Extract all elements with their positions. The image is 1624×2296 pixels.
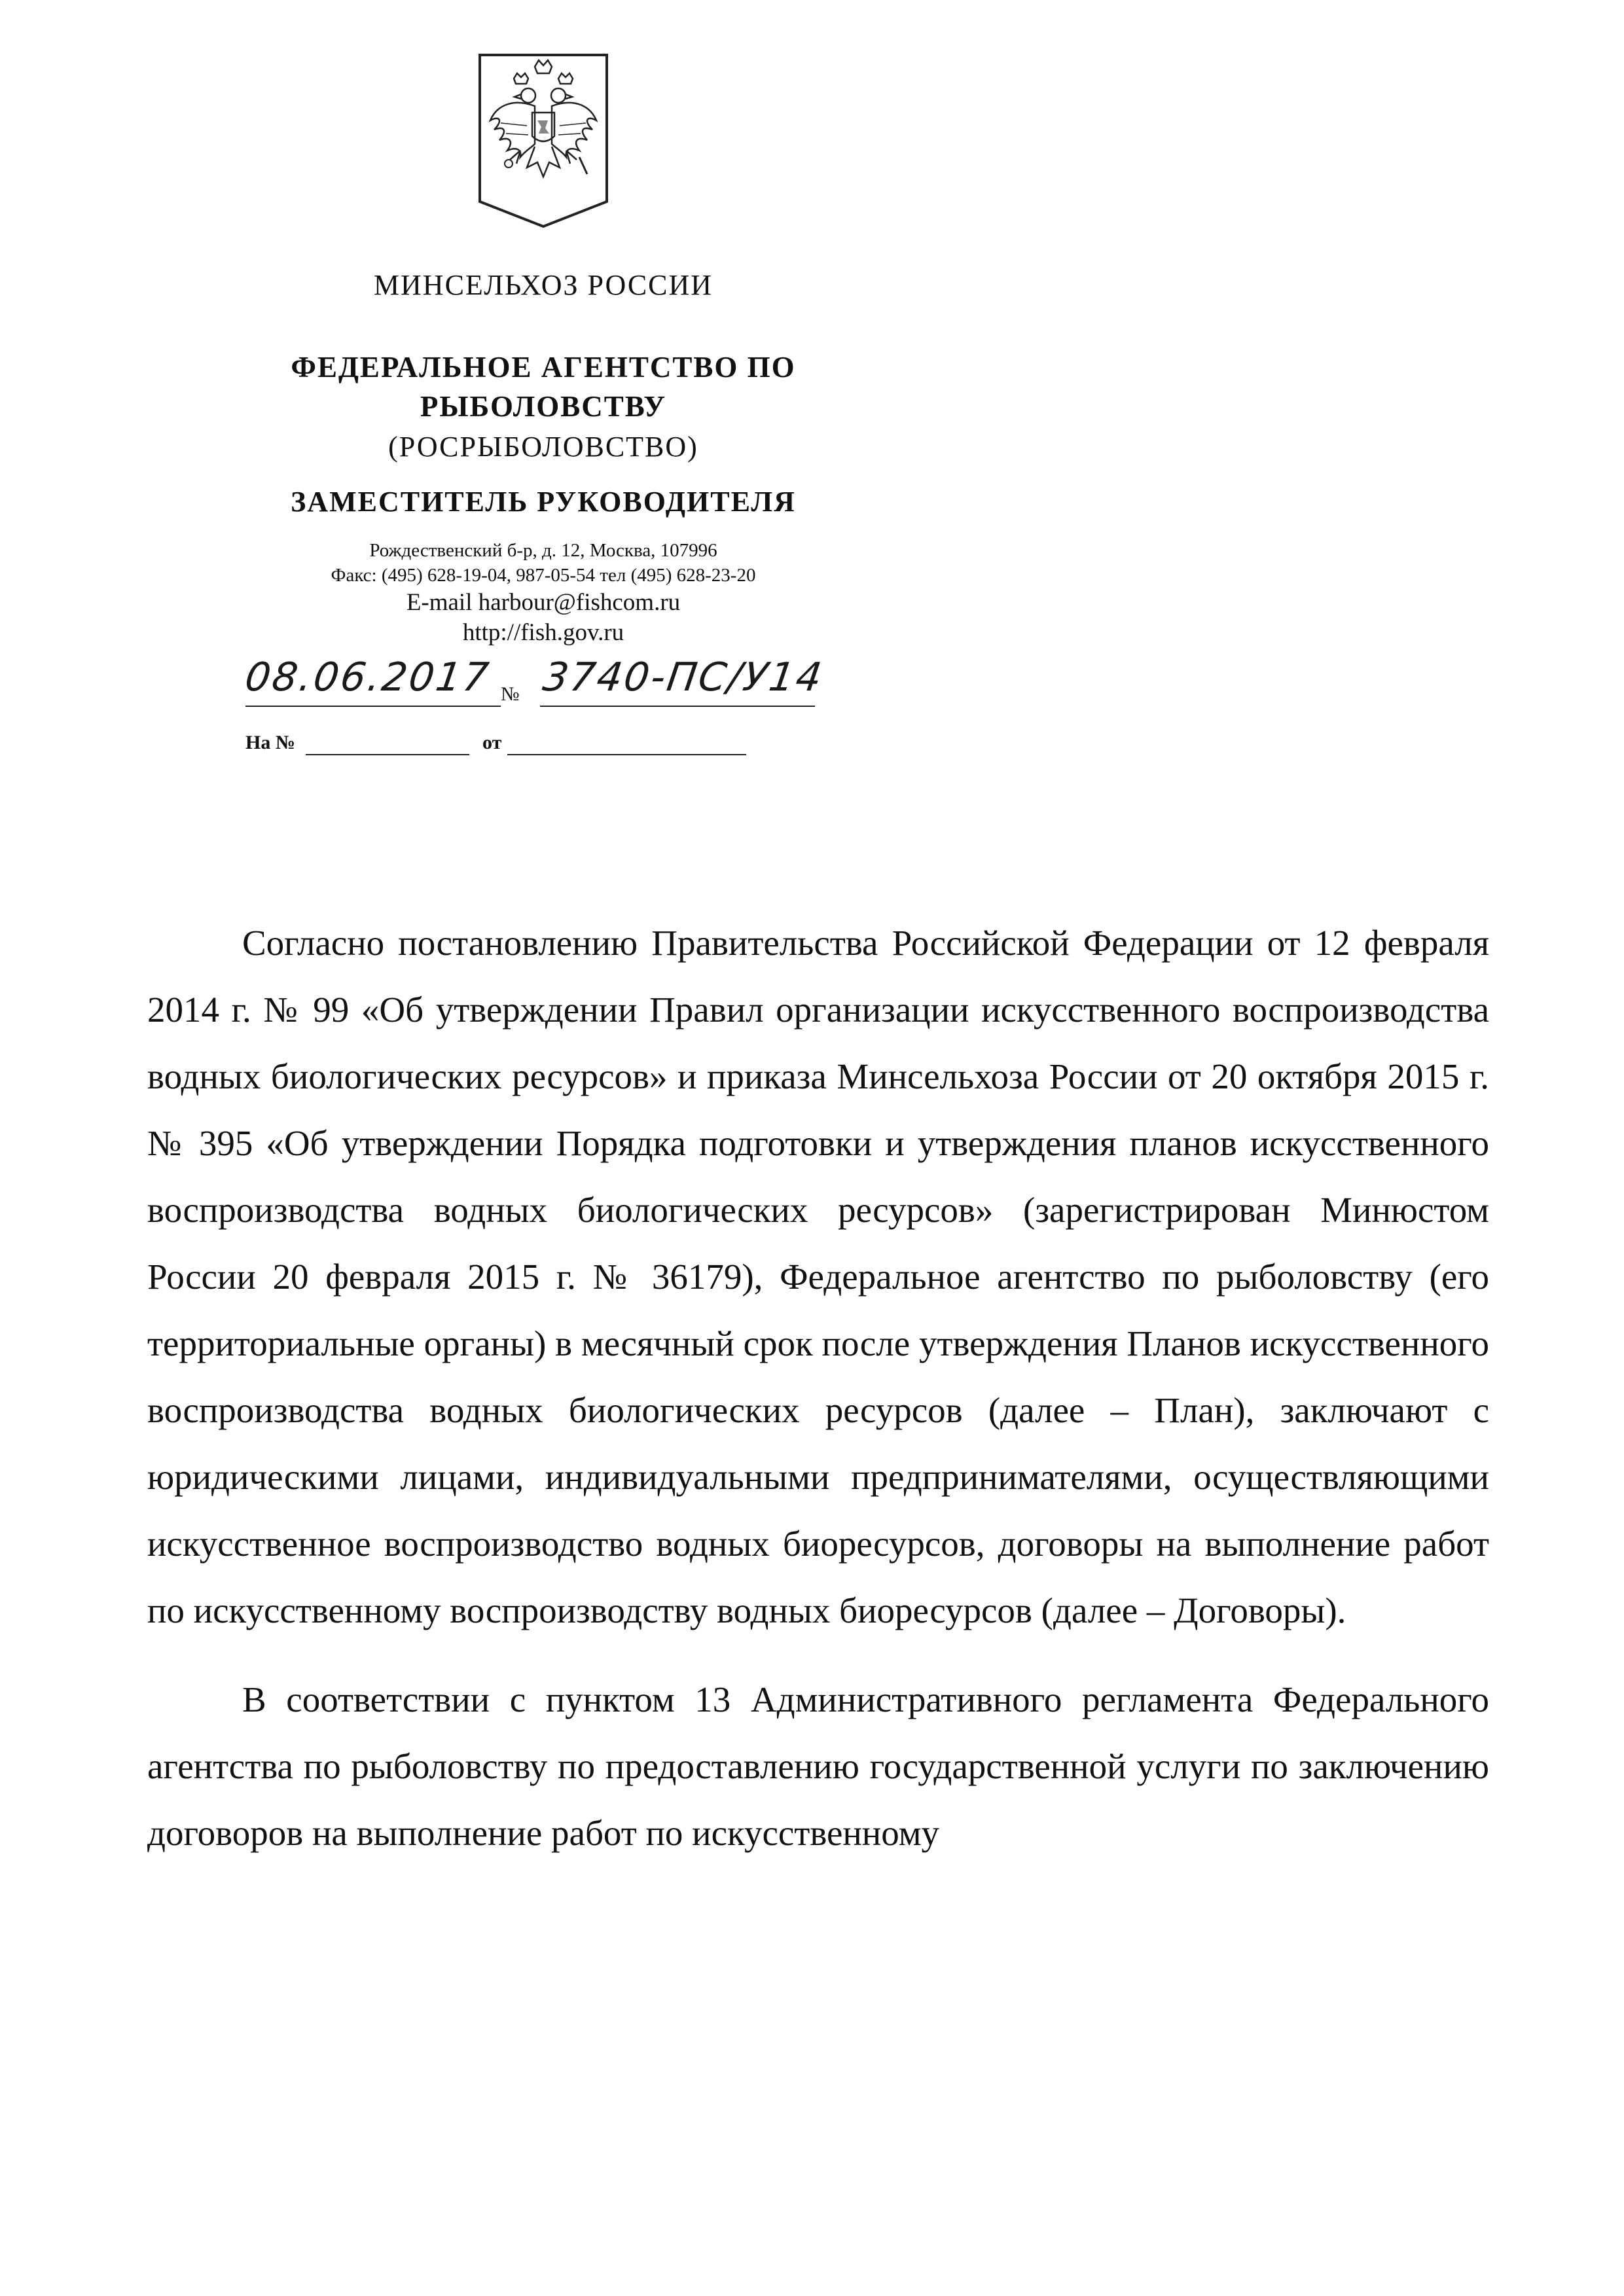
agency-name bbox=[209, 348, 877, 426]
body-paragraph-2: В соответствии с пунктом 13 Административного регламента Федерального агентства по рыболовству по предоставлению государственной услуги по заключению договоров на выполнение работ по искусственному bbox=[147, 1679, 1489, 1853]
phone-fax: Факс: (495) 628-19-04, 987-05-54 тел (495) 628-23-20 bbox=[331, 565, 756, 586]
reply-reference-line bbox=[245, 732, 835, 758]
reply-from-blank bbox=[507, 754, 746, 755]
agency-abbreviation: (РОСРЫБОЛОВСТВО) bbox=[388, 431, 698, 463]
reply-ref-label: На № bbox=[245, 732, 295, 753]
registration-line bbox=[242, 655, 965, 713]
email-address: E-mail harbour@fishcom.ru bbox=[406, 589, 681, 616]
registration-date: 08.06.2017 bbox=[242, 655, 494, 700]
agency-name-line1: ФЕДЕРАЛЬНОЕ АГЕНТСТВО ПО bbox=[291, 351, 796, 384]
russian-coat-of-arms-icon bbox=[475, 52, 612, 229]
number-label: № bbox=[501, 683, 520, 705]
agency-name-line2: РЫБОЛОВСТВУ bbox=[420, 390, 667, 423]
letter-body bbox=[147, 910, 1489, 1867]
signatory-position: ЗАМЕСТИТЕЛЬ РУКОВОДИТЕЛЯ bbox=[291, 486, 796, 518]
reply-ref-blank bbox=[306, 754, 469, 755]
number-underline bbox=[540, 706, 815, 707]
letterhead bbox=[209, 52, 877, 648]
reply-from-label: от bbox=[482, 732, 502, 753]
ministry-name: МИНСЕЛЬХОЗ РОССИИ bbox=[373, 269, 713, 301]
postal-address: Рождественский б-р, д. 12, Москва, 107996 bbox=[369, 540, 717, 561]
date-underline bbox=[245, 706, 501, 707]
body-paragraph-1: Согласно постановлению Правительства Российской Федерации от 12 февраля 2014 г. № 99 «Об утверждении Правил организации искусственного воспроизводства водных биологических ресурсов» и приказа Минсельхоза России от 20 октября 2015 г. № 395 «Об утверждении Порядка подготовки и утверждения планов искусственного воспроизводства водных биологических ресурсов» (зарегистрирован Минюстом России 20 февраля 2015 г. № 36179), Федеральное агентство по рыболовству (его территориальные органы) в месячный срок после утверждения Планов искусственного воспроизводства водных биологических ресурсов (далее – План), заключают с юридическими лицами, индивидуальными предпринимателями, осуществляющими искусственное воспроизводство водных биоресурсов, договоры на выполнение работ по искусственному воспроизводству водных биоресурсов (далее – Договоры). bbox=[147, 923, 1489, 1630]
website: http://fish.gov.ru bbox=[462, 619, 624, 646]
registration-number: 3740-ПС/У14 bbox=[540, 655, 827, 700]
